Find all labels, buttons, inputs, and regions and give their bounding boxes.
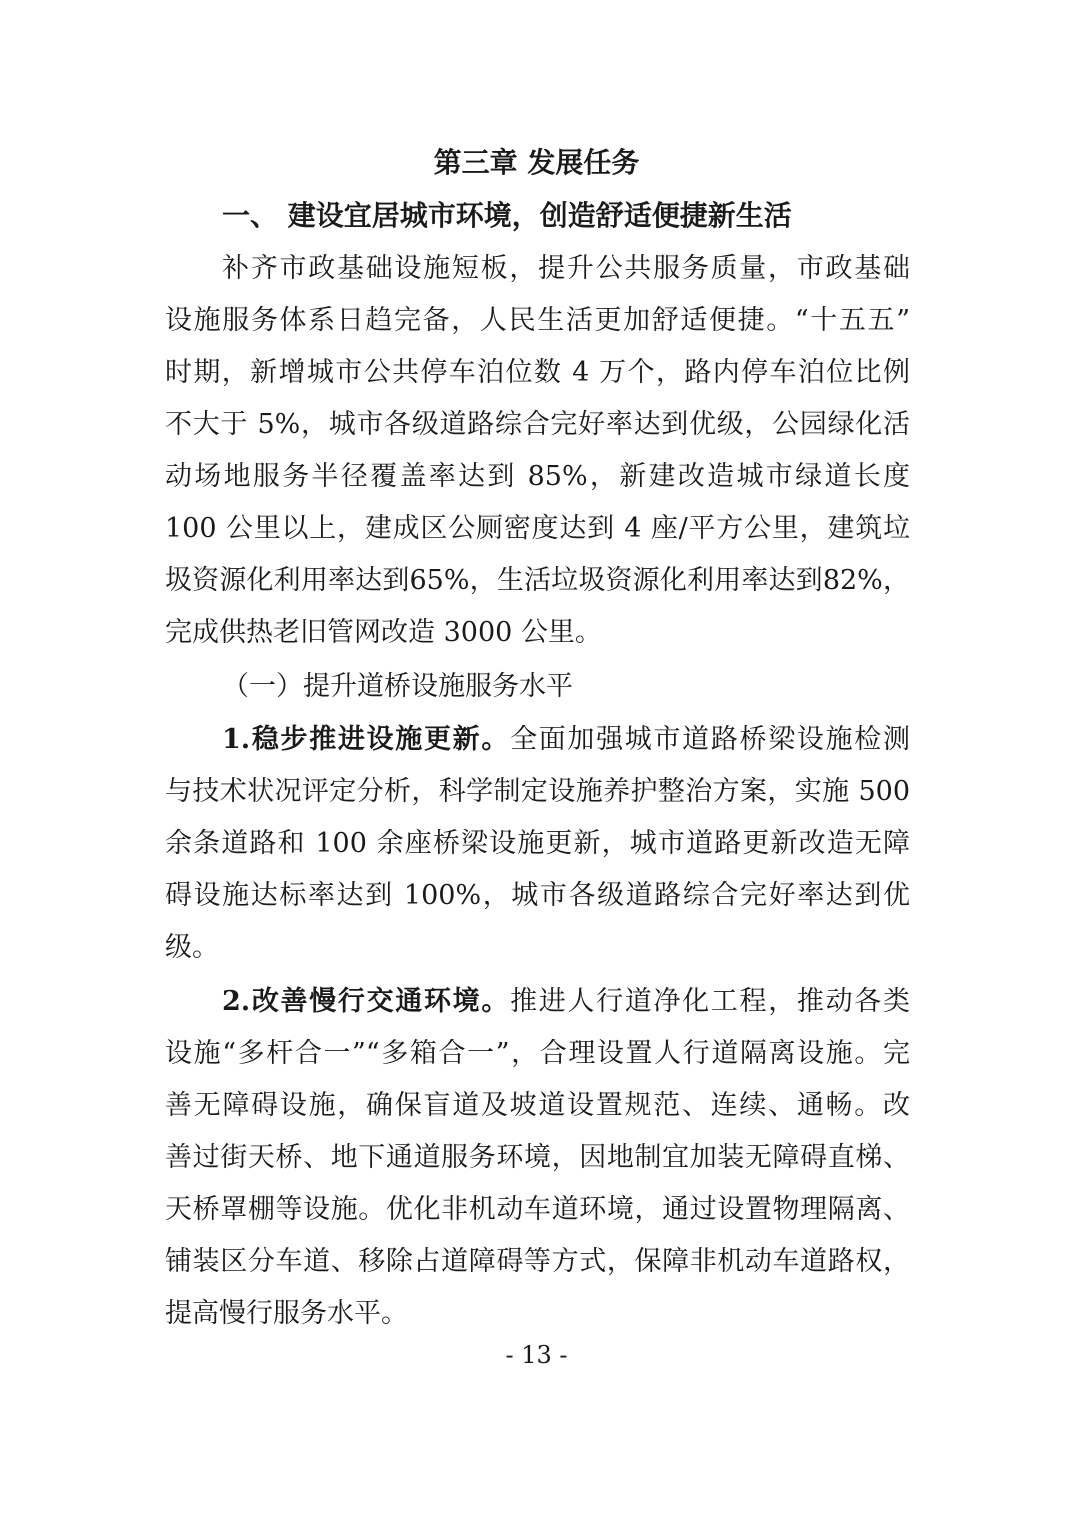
item-1-text: 全面加强城市道路桥梁设施检测 [510,724,910,755]
paragraph-line: 级。 [165,932,219,963]
item-2-lead: 2.改善慢行交通环境。 [222,986,511,1017]
paragraph-line: 善无障碍设施，确保盲道及坡道设置规范、连续、通畅。改 [165,1090,910,1121]
paragraph-line: 动场地服务半径覆盖率达到 85%，新建改造城市绿道长度 [165,461,910,492]
item-1-lead: 1.稳步推进设施更新。 [222,724,511,755]
paragraph-line: 设施“多杆合一”“多箱合一”，合理设置人行道隔离设施。完 [165,1038,910,1069]
paragraph-line: 完成供热老旧管网改造 3000 公里。 [165,617,602,648]
paragraph-line: 不大于 5%，城市各级道路综合完好率达到优级，公园绿化活 [165,409,910,440]
paragraph-line: 提高慢行服务水平。 [165,1298,408,1329]
paragraph-line: 与技术状况评定分析，科学制定设施养护整治方案，实施 500 [165,776,910,807]
paragraph-line: 圾资源化利用率达到65%，生活垃圾资源化利用率达到82%， [165,565,910,596]
paragraph-line: 100 公里以上，建成区公厕密度达到 4 座/平方公里，建筑垃 [165,513,910,544]
paragraph-line: 余条道路和 100 余座桥梁设施更新，城市道路更新改造无障 [165,828,910,859]
section-title: 一、 建设宜居城市环境，创造舒适便捷新生活 [222,199,792,232]
paragraph-line: 碍设施达标率达到 100%，城市各级道路综合完好率达到优 [165,880,910,911]
item-2-text: 推进人行道净化工程，推动各类 [510,986,910,1017]
paragraph-line: 善过街天桥、地下通道服务环境，因地制宜加装无障碍直梯、 [165,1142,910,1173]
item-2-line [222,985,910,1019]
paragraph-line: 设施服务体系日趋完备，人民生活更加舒适便捷。“十五五” [165,305,910,336]
item-1-line [222,723,910,757]
paragraph-line: 时期，新增城市公共停车泊位数 4 万个，路内停车泊位比例 [165,357,910,388]
page-number: - 13 - [505,1341,568,1369]
paragraph-line: 补齐市政基础设施短板，提升公共服务质量，市政基础 [222,253,910,284]
chapter-title: 第三章 发展任务 [433,146,640,179]
paragraph-line: 铺装区分车道、移除占道障碍等方式，保障非机动车道路权， [165,1246,910,1277]
paragraph-line: 天桥罩棚等设施。优化非机动车道环境，通过设置物理隔离、 [165,1194,910,1225]
subsection-title: （一）提升道桥设施服务水平 [222,671,573,702]
